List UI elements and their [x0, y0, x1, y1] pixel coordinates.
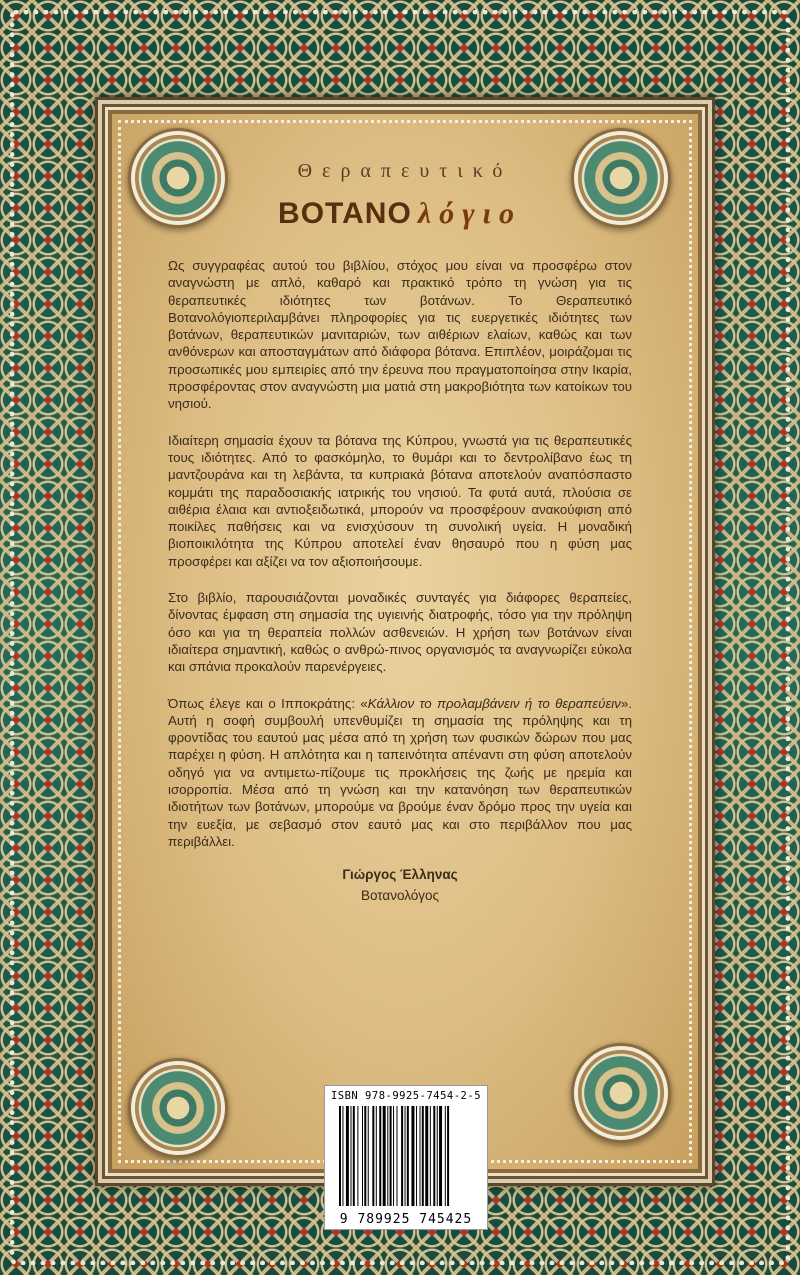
barcode-bar [445, 1106, 446, 1206]
author-name: Γιώργος Έλληνας [342, 867, 458, 883]
barcode-bar [447, 1106, 449, 1206]
barcode-bar [376, 1106, 377, 1206]
isbn-label: ISBN 978-9925-7454-2-5 [330, 1090, 482, 1102]
barcode-bar [437, 1106, 438, 1206]
barcode-bar [368, 1106, 369, 1206]
barcode-bar [372, 1106, 374, 1206]
rosette-ornament-bottom-right [578, 1050, 664, 1136]
barcode-bar [411, 1106, 414, 1206]
paragraph-4 [168, 695, 632, 851]
barcode-bar [425, 1106, 428, 1206]
barcode-bar [364, 1106, 366, 1206]
barcode-bar [353, 1106, 355, 1206]
barcode-bar [397, 1106, 398, 1206]
barcode-bar [362, 1106, 363, 1206]
book-title-part2: λόγιο [417, 197, 522, 230]
barcode-bar [422, 1106, 424, 1206]
barcode-bar [351, 1106, 352, 1206]
book-title [168, 197, 632, 241]
cover-kicker: Θεραπευτικό [297, 160, 513, 182]
isbn-barcode [324, 1085, 488, 1230]
quote-intro: Όπως έλεγε και ο Ιπποκράτης: « [168, 695, 368, 711]
barcode-bar [379, 1106, 381, 1206]
barcode-bar [407, 1106, 409, 1206]
barcode-bar [387, 1106, 388, 1206]
paragraph-2: Ιδιαίτερη σημασία έχουν τα βότανα της Κύπρου, γνωστά για τις θεραπευτικές τους ιδιότητες. Από το φασκόμηλο, το θυμάρι και το δεντρολίβανο έως τη μαντζουράνα και τη λεβάντα, τα κυπριακά βότανα αποτελούν αναπόσπαστο κομμάτι της παραδοσιακής ιατρικής του νησιού. Τα φυτά αυτά, πλούσια σε αιθέρια έλαια και αντιοξειδωτικά, μπορούν να προσφέρουν ανακούφιση από ποικίλες παθήσεις και να ενισχύσουν τη συνολική υγεία. Η μοναδική βιοποικιλότητα της Κύπρου αποτελεί έναν θησαυρό που η φύση μας προσφέρει και αξίζει να τον αξιοποιήσουμε. [168, 432, 632, 569]
barcode-bar [405, 1106, 406, 1206]
barcode-bar [401, 1106, 403, 1206]
barcode-bar [390, 1106, 392, 1206]
barcode-bar [339, 1106, 341, 1206]
barcode-bar [433, 1106, 435, 1206]
rosette-ornament-bottom-left [135, 1065, 221, 1151]
paragraph-1: Ως συγγραφέας αυτού του βιβλίου, στόχος μου είναι να προσφέρω στον αναγνώστη με απλό, καθαρό και πρακτικό τρόπο τη γνώση για τις θεραπευτικές ιδιότητες των βοτάνων. Το Θεραπευτικό Βοτανολόγιοπεριλαμβάνει πληροφορίες για τις ευεργετικές ιδιότητες των βοτάνων, θεραπευτικών μανιταριών, των αιθέριων ελαίων, καθώς και των ανθόνερων και αποσταγμάτων από διάφορα βότανα. Επιπλέον, μοιράζομαι τις προσωπικές μου εμπειρίες από την έρευνα που πραγματοποίησα στην Ικαρία, προσφέροντας στον αναγνώστη μια ματιά στη μακροβιότητα των κατοίκων του νησιού. [168, 258, 632, 412]
barcode-bar [346, 1106, 349, 1206]
quote-rest: ». Αυτή η σοφή συμβουλή υπενθυμίζει τη σημασία της πρόληψης και τη φροντίδας του εαυτού μας μέσα από τη χρήση των φυσικών δώρων που μας παρέχει η φύση. Η απλότητα και η ταπεινότητα απέναντι στη φύση αποτελούν οδηγό για να αντιμετω-πίζουμε τις προκλήσεις της ζωής με ηρεμία και ισορροπία. Μέσα από τη γνώση και την κατανόηση των θεραπευτικών ιδιοτήτων των βοτάνων, μπορούμε να βρούμε έναν δρόμο προς την υγεία και την ευεξία, με σεβασμό στον εαυτό μας και στο περιβάλλον που μας περιβάλλει. [168, 695, 632, 849]
barcode-bar [383, 1106, 386, 1206]
barcode-bar [420, 1106, 421, 1206]
blurb-text [168, 257, 632, 850]
author-role: Βοτανολόγος [360, 888, 440, 904]
book-title-part1: ΒΟΤΑΝΟ [278, 197, 412, 230]
barcode-bar [416, 1106, 417, 1206]
back-cover-content [168, 160, 632, 903]
barcode-bar [430, 1106, 431, 1206]
barcode-bar [439, 1106, 442, 1206]
barcode-bar [393, 1106, 394, 1206]
barcode-digits: 9 789925 745425 [339, 1212, 473, 1227]
barcode-bars [339, 1106, 479, 1206]
hippocrates-quote: Κάλλιον το προλαμβάνειν ή το θεραπεύειν [367, 695, 621, 711]
paragraph-3: Στο βιβλίο, παρουσιάζονται μοναδικές συνταγές για διάφορες θεραπείες, δίνοντας έμφαση στη σημασία της υγιεινής διατροφής, τόσο για την πρόληψη όσο και για τη θεραπεία πολλών ασθενειών. Η χρήση των βοτάνων είναι ιδιαίτερα σημαντική, καθώς ο ανθρώ-πινος οργανισμός τα αναγνωρίζει εύκολα και σπάνια προκαλούν παρενέργειες. [168, 590, 632, 675]
barcode-bar [357, 1106, 358, 1206]
barcode-bar [342, 1106, 343, 1206]
